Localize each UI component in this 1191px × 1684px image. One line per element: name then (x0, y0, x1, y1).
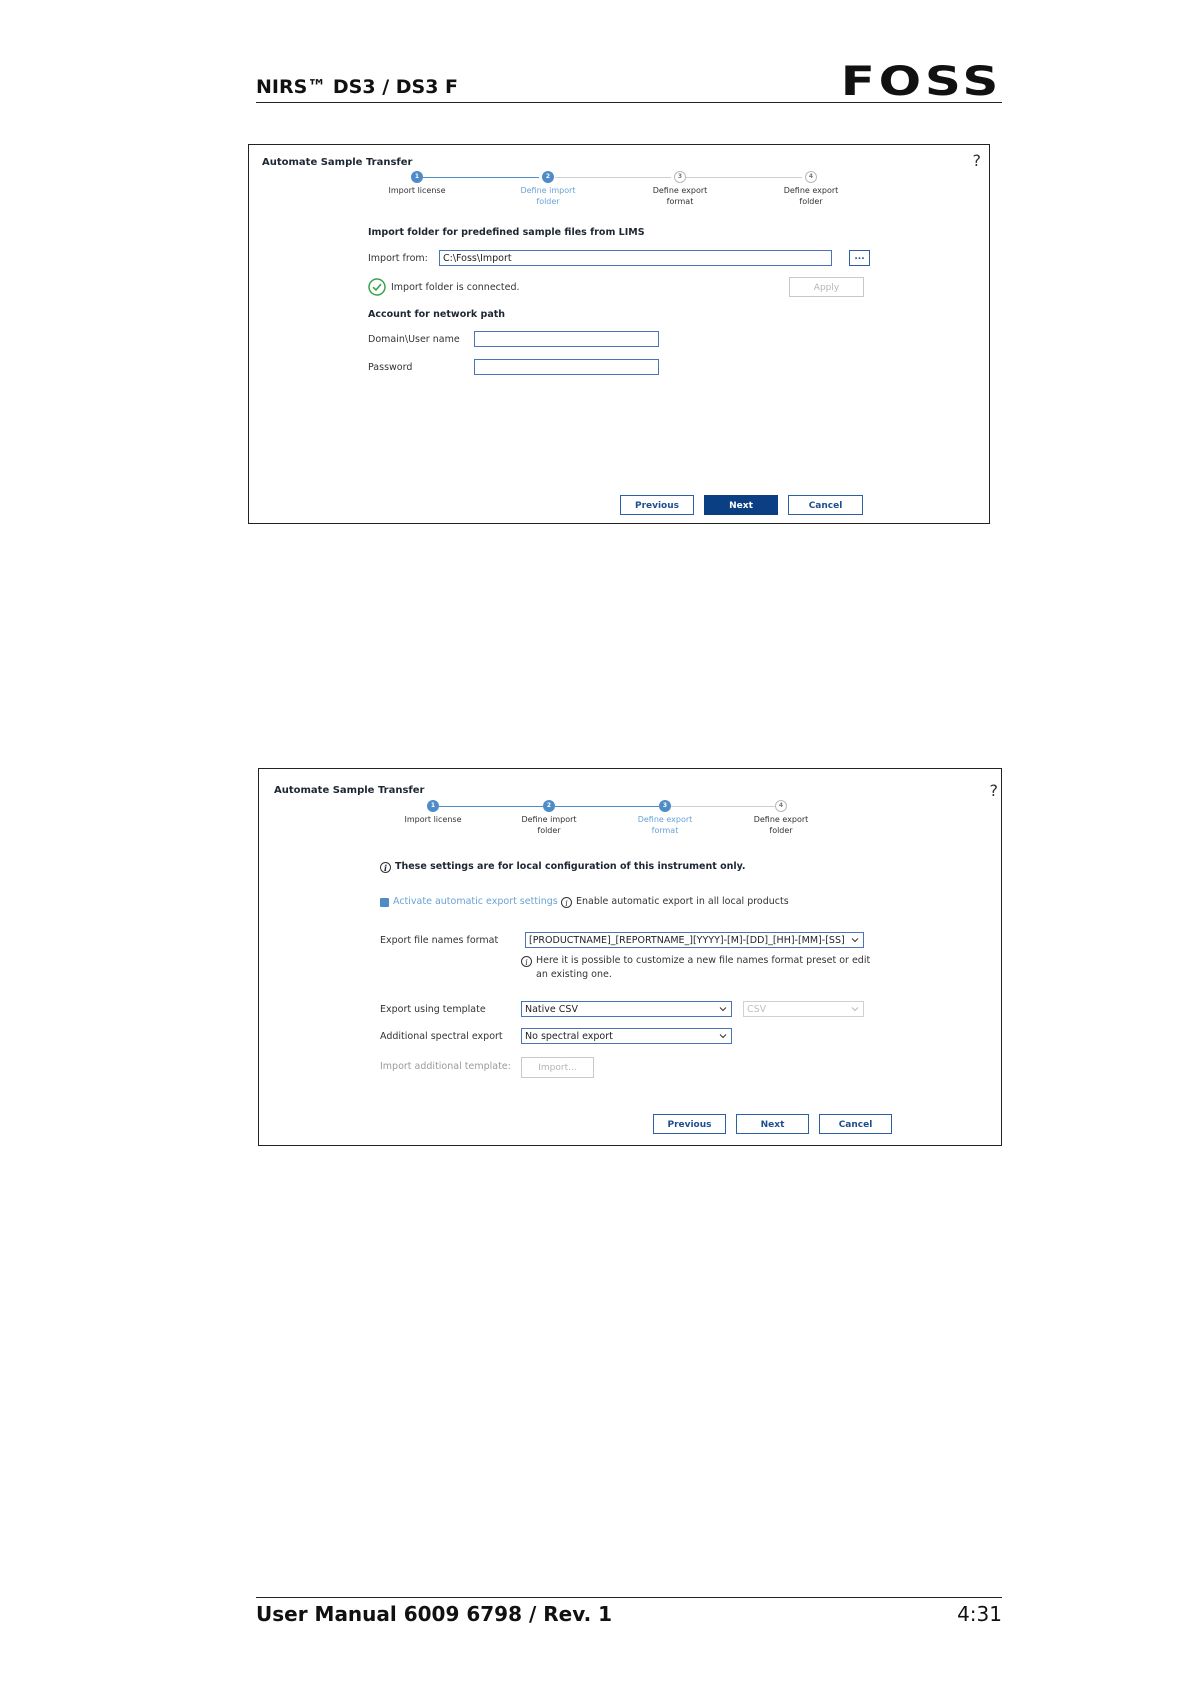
document-title: NIRS™ DS3 / DS3 F (256, 76, 459, 98)
user-name-input[interactable] (474, 331, 659, 347)
cancel-button[interactable]: Cancel (788, 495, 863, 515)
step-label: Define export format (652, 186, 708, 206)
step-1-indicator: 1 (411, 171, 423, 183)
format-label: Export file names format (380, 935, 499, 946)
step-import-license[interactable] (362, 171, 472, 197)
template-dropdown[interactable] (521, 1001, 732, 1017)
import-template-button[interactable]: Import... (521, 1057, 594, 1078)
dropdown-value: No spectral export (525, 1031, 613, 1042)
connected-check-icon (368, 278, 386, 296)
spectral-export-dropdown[interactable] (521, 1028, 732, 1044)
import-template-label: Import additional template: (380, 1061, 511, 1072)
dialog-title: Automate Sample Transfer (274, 785, 425, 796)
step-define-export-format[interactable] (625, 171, 735, 208)
wizard-stepper (249, 171, 989, 211)
import-from-label: Import from: (368, 253, 428, 264)
wizard-stepper (259, 800, 1001, 840)
format-hint: i Here it is possible to customize a new file names format preset or edit an existing one. (521, 954, 870, 982)
template-label: Export using template (380, 1004, 486, 1015)
section-title: Import folder for predefined sample files from LIMS (368, 227, 645, 238)
step-define-export-folder[interactable] (726, 800, 836, 837)
step-1-indicator: 1 (427, 800, 439, 812)
next-button[interactable]: Next (704, 495, 778, 515)
activate-export-checkbox[interactable] (380, 898, 389, 907)
next-button[interactable]: Next (736, 1114, 809, 1134)
dialog-title: Automate Sample Transfer (262, 157, 413, 168)
previous-button[interactable]: Previous (620, 495, 694, 515)
step-label: Define import folder (521, 815, 577, 835)
info-icon: i (521, 956, 532, 967)
file-name-format-dropdown[interactable] (525, 932, 864, 948)
step-define-import-folder[interactable] (494, 800, 604, 837)
template-format-dropdown[interactable] (743, 1001, 864, 1017)
chevron-down-icon (851, 1005, 859, 1013)
help-icon[interactable]: ? (989, 781, 998, 800)
page-number: 4:31 (957, 1602, 1002, 1626)
step-4-indicator: 4 (805, 171, 817, 183)
previous-button[interactable]: Previous (653, 1114, 726, 1134)
local-config-note: i These settings are for local configuration of this instrument only. (380, 861, 746, 873)
activate-export-label[interactable]: Activate automatic export settings (393, 896, 558, 907)
cancel-button[interactable]: Cancel (819, 1114, 892, 1134)
info-icon: i (380, 862, 391, 873)
manual-reference: User Manual 6009 6798 / Rev. 1 (256, 1602, 613, 1626)
step-import-license[interactable] (378, 800, 488, 826)
step-label: Define export format (637, 815, 693, 835)
automate-sample-transfer-dialog-step2 (248, 144, 990, 524)
step-2-indicator: 2 (543, 800, 555, 812)
step-define-import-folder[interactable] (493, 171, 603, 208)
foss-logo: FOSS (840, 59, 1002, 105)
step-label: Import license (404, 815, 462, 824)
apply-button[interactable]: Apply (789, 277, 864, 297)
step-2-indicator: 2 (542, 171, 554, 183)
enable-export-note: i Enable automatic export in all local products (561, 896, 789, 908)
step-label: Import license (388, 186, 446, 195)
browse-button[interactable]: ... (849, 250, 870, 266)
dropdown-value: [PRODUCTNAME]_[REPORTNAME_][YYYY]-[M]-[DD]_[HH]-[MM]-[SS] (529, 935, 845, 946)
dropdown-value: CSV (747, 1004, 767, 1015)
step-4-indicator: 4 (775, 800, 787, 812)
step-3-indicator: 3 (674, 171, 686, 183)
user-name-label: Domain\User name (368, 334, 460, 345)
page-header (256, 59, 1002, 105)
import-from-input[interactable]: C:\Foss\Import (439, 250, 832, 266)
dropdown-value: Native CSV (525, 1004, 578, 1015)
account-title: Account for network path (368, 309, 506, 320)
step-define-export-folder[interactable] (756, 171, 866, 208)
page-footer (256, 1597, 1002, 1626)
chevron-down-icon (851, 936, 859, 944)
help-icon[interactable]: ? (972, 151, 981, 170)
password-label: Password (368, 362, 413, 373)
spectral-label: Additional spectral export (380, 1031, 503, 1042)
connection-status: Import folder is connected. (391, 282, 520, 293)
chevron-down-icon (719, 1005, 727, 1013)
info-icon: i (561, 897, 572, 908)
step-define-export-format[interactable] (610, 800, 720, 837)
step-label: Define export folder (753, 815, 809, 835)
step-label: Define export folder (783, 186, 839, 206)
step-3-indicator: 3 (659, 800, 671, 812)
step-label: Define import folder (520, 186, 576, 206)
password-input[interactable] (474, 359, 659, 375)
automate-sample-transfer-dialog-step3 (258, 768, 1002, 1146)
chevron-down-icon (719, 1032, 727, 1040)
